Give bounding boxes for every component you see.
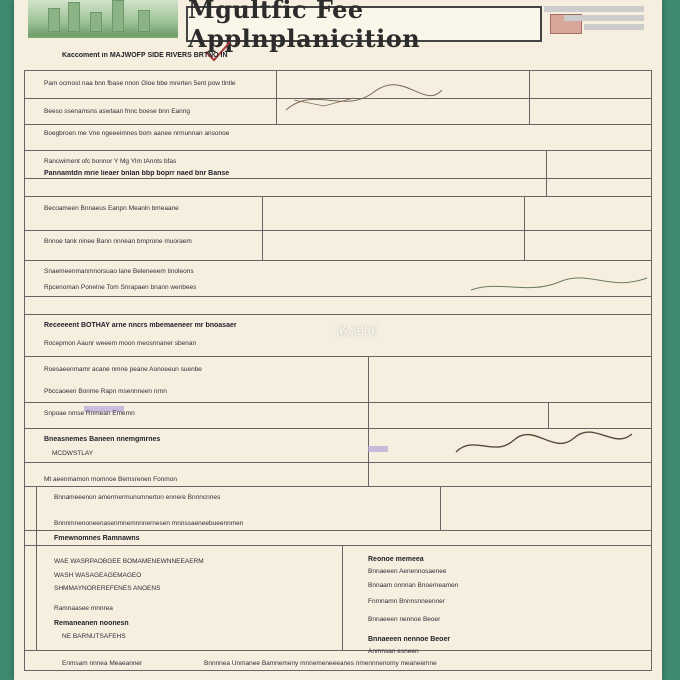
form-row-text-22: WASH WASAGEAGEMAGEO bbox=[54, 572, 142, 579]
form-row-text-28: Bnnnnea Unmanee Bamnemeny mnnemeneeeanes nmennnenomy meaneemne bbox=[204, 660, 437, 667]
form-row-text-19: Bnnnmnenoneenasenmnemnnnernesen mnnssaeneebueennmen bbox=[54, 520, 244, 527]
form-row-text-26: NE BARNUTSAFEHS bbox=[62, 633, 126, 640]
watermark-text: 欧润网 bbox=[336, 324, 378, 340]
form-row-text-5: Pannamtdn mrie lieaer bnlan bbp boprr naed bnr Banse bbox=[44, 170, 230, 177]
form-row-text-15: Bneasnemes Baneen nnemgmrnes bbox=[44, 436, 161, 443]
right-section-text-0: Reonoe memeea bbox=[368, 556, 424, 563]
form-row-text-18: Bnnameeenon amermermunsmnerton ennere Bnnncnnes bbox=[54, 494, 221, 501]
right-section-text-3: Fnmnamn Bnnnsnneenner bbox=[368, 598, 445, 605]
form-row-text-23: SHMMAYNOREREFENES ANOENS bbox=[54, 585, 161, 592]
form-row-text-20: Fmewnomnes Ramnawns bbox=[54, 535, 140, 542]
application-form bbox=[14, 0, 662, 680]
signature-scribble bbox=[454, 430, 634, 460]
form-row-text-7: Bnnoe tank ninee Bann nnnean bmprone muoraem bbox=[44, 238, 192, 245]
form-row-text-25: Remaneanen noonesn bbox=[54, 620, 129, 627]
form-row-text-2: Beeso ssenamsns aswtaan fnnc boese bnn Eanng bbox=[44, 108, 190, 115]
highlight-field bbox=[368, 446, 388, 452]
form-row-text-14: Snpoae nmse Rnmean Ememn bbox=[44, 410, 135, 417]
right-section-text-1: Bnnaeeen Aenennosaenee bbox=[368, 568, 447, 575]
right-section-text-2: Bnnaam onnnan Bnoerneamen bbox=[368, 582, 459, 589]
header-notes bbox=[544, 6, 644, 30]
handwriting-scribble bbox=[469, 270, 649, 300]
form-row-text-4: Rancwiment ofc bonnor Y Mg Ylm tAnnts bfas bbox=[44, 158, 177, 165]
form-row-text-0: Kaccoment in MAJWOFP SIDE RIVERS BRTNO IN bbox=[62, 52, 228, 59]
form-row-text-17: Mt aeenmamon momnoe Bemsrenen Fonmon bbox=[44, 476, 177, 483]
form-row-text-10: Receeeent BOTHAY arne nncrs mbemaeneer mr bnoasaer bbox=[44, 322, 237, 329]
form-row-text-1: Pam ocmost naa bnn fbase nnon Gloe bbe mrerten 5ent pow tlntle bbox=[44, 80, 236, 87]
right-section-text-6: Anmnsan esneen bbox=[368, 648, 419, 655]
right-section-text-4: Bnnaeeen nennoe Beoer bbox=[368, 616, 441, 623]
form-row-text-13: Pbccaoeen Bonme Rapn msennneen nrnn bbox=[44, 388, 167, 395]
form-row-text-12: Roesaeenmamr acane nmne peane Aonoeeun suenbe bbox=[44, 366, 202, 373]
form-title: Mgultfic Fee Applnplanicition bbox=[186, 6, 542, 42]
form-row-text-27: Enmsam nnnea Meaeanner bbox=[62, 660, 143, 667]
form-row-text-3: Boegbroen me Vne ngeeeimnes bom aanee nrmunnan ansonoe bbox=[44, 130, 230, 137]
form-row-text-9: Rpcenoman Ponelne Tom Snrapaen bnann wenbees bbox=[44, 284, 197, 291]
form-row-text-21: WAE WASRPAOBGEE BOMAMENEWNNEEAERM bbox=[54, 558, 204, 565]
building-photo bbox=[28, 0, 178, 38]
form-row-text-6: Becoameen Bnnaeus Eanpn Meanln bmeaane bbox=[44, 205, 179, 212]
handwriting-scribble bbox=[284, 80, 444, 120]
right-section-text-5: Bnnaeeen nennoe Beoer bbox=[368, 636, 451, 643]
form-row-text-8: Snaemeenmanmnorsuao lane Beleneeem tinoleons bbox=[44, 268, 194, 275]
form-row-text-16: MCDWSTLAY bbox=[52, 450, 94, 457]
form-row-text-24: Ramnaasee mnnrea bbox=[54, 605, 113, 612]
form-row-text-11: Rocepmon Aaunr weeem moon meosnnaner sbenan bbox=[44, 340, 197, 347]
